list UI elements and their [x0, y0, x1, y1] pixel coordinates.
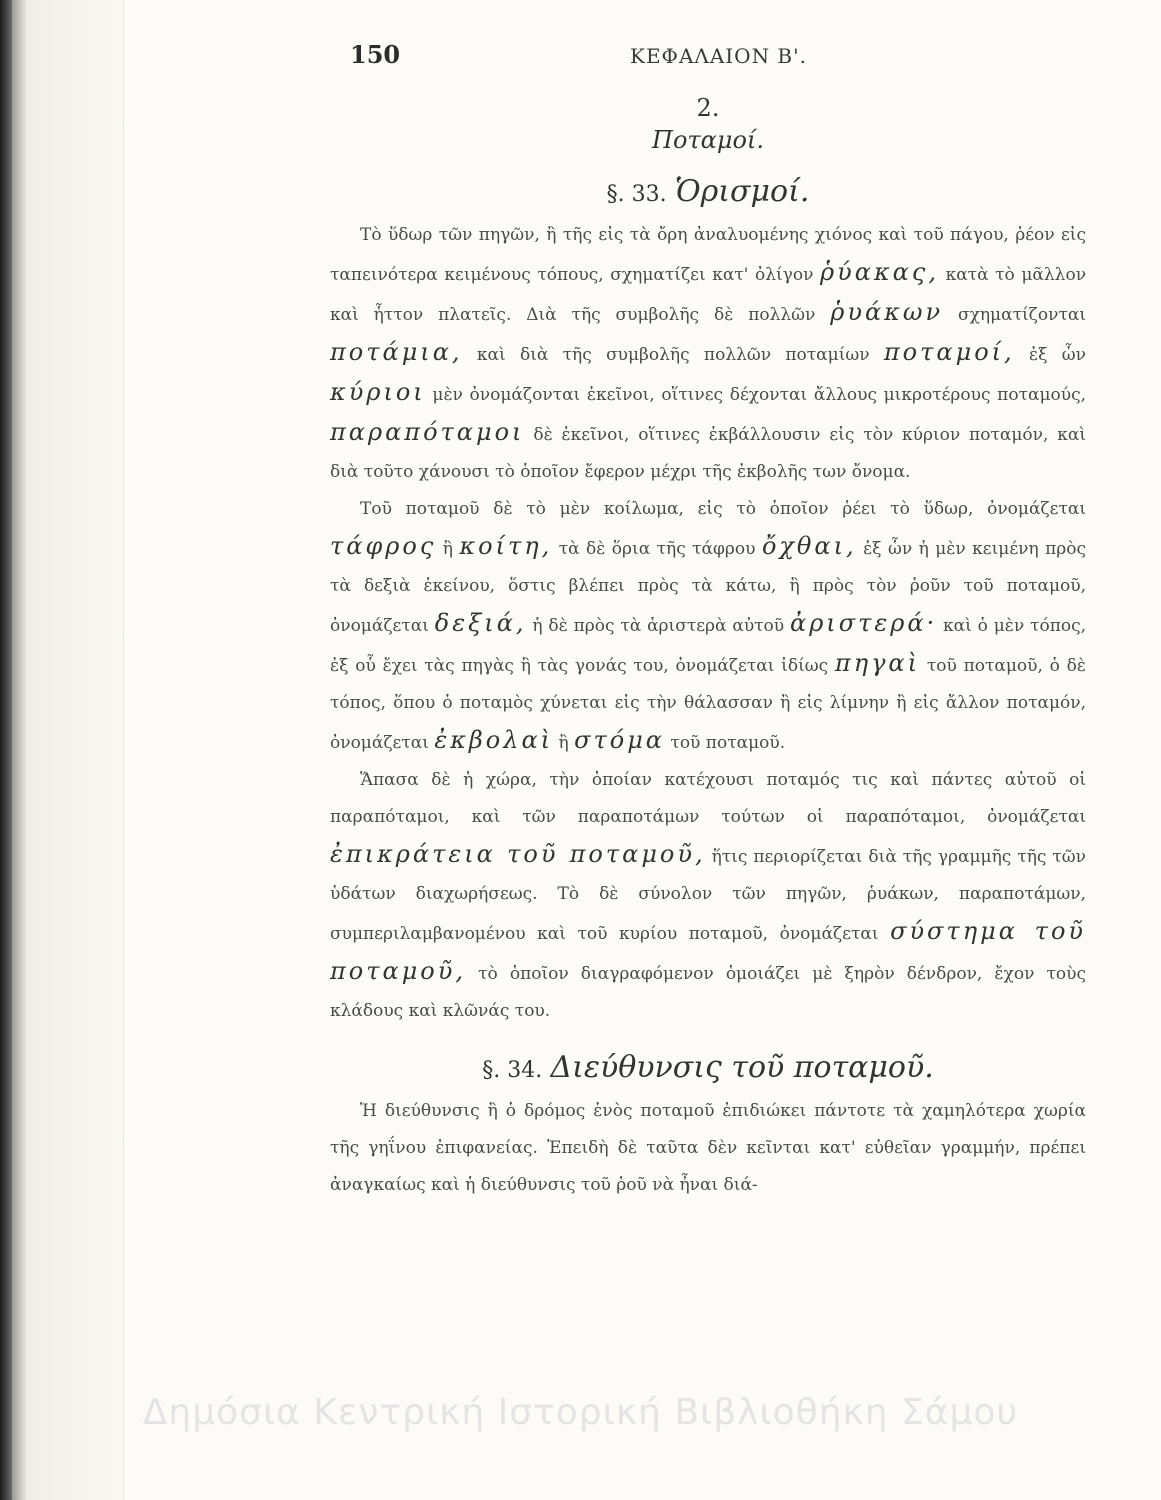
text-run: ἢ	[442, 539, 453, 559]
text-block	[330, 40, 1086, 1204]
text-run: κατὰ τὸ μᾶλλον καὶ ἧττον πλατεῖς. Διὰ τῆς συμβολῆς δὲ πολλῶν	[330, 265, 1087, 325]
body-paragraph: Ἡ διεύθυνσις ἢ ὁ δρόμος ἑνὸς ποταμοῦ ἐπιδιώκει πάντοτε τὰ χαμηλότερα χωρία τῆς γηΐνου ἐπιφανείας. Ἐπειδὴ δὲ ταῦτα δὲν κεῖνται κατ' εὐθεῖαν γραμμήν, πρέπει ἀναγκαίως καὶ ἡ διεύθυνσις τοῦ ῥοῦ νὰ ἦναι διά-	[330, 1101, 1086, 1195]
text-run: μὲν ὀνομάζονται ἐκεῖνοι, οἵτινες δέχονται ἄλλους μικροτέρους ποταμούς,	[432, 385, 1086, 405]
paragraph-symbol: §. 33.	[606, 182, 667, 207]
spaced-term: δεξιά,	[434, 609, 527, 637]
spaced-term: ποταμοί,	[883, 338, 1015, 366]
paragraph-heading-33	[330, 174, 1086, 209]
text-run: ἥτις περιορίζεται διὰ τῆς γραμμῆς τῆς τῶν ὑδάτων διαχωρήσεως. Τὸ δὲ σύνολον τῶν πηγῶν, ῥυάκων, παραποτάμων, συμπεριλαμβανομένου καὶ τοῦ κυρίου ποταμοῦ, ὀνομάζεται	[330, 847, 1086, 944]
text-run: καὶ ὁ μὲν τόπος, ἐξ οὗ ἔχει τὰς πηγὰς ἢ τὰς γονάς του, ὀνομάζεται ἰδίως	[330, 616, 1087, 676]
spaced-term: κοίτη,	[459, 532, 553, 560]
paragraph-title: Διεύθυνσις τοῦ ποταμοῦ.	[550, 1050, 934, 1085]
section-title: Ποταμοί.	[652, 126, 764, 154]
spaced-term: ποτάμια,	[330, 338, 463, 366]
text-run: ἐξ ὧν ἡ μὲν κειμένη πρὸς τὰ δεξιὰ ἐκείνου, ὅστις βλέπει πρὸς τὰ κάτω, ἢ πρὸς τὸν ῥοῦν τοῦ ποταμοῦ, ὀνομάζεται	[330, 539, 1086, 636]
body-paragraph	[330, 762, 1086, 1030]
book-binding-gutter	[12, 0, 28, 1500]
paragraph-symbol: §. 34.	[482, 1058, 543, 1083]
text-run: ἢ	[558, 733, 569, 753]
text-run: καὶ διὰ τῆς συμβολῆς πολλῶν ποταμίων	[476, 345, 870, 365]
text-run: σχηματίζονται	[957, 305, 1086, 325]
spaced-term: ἐπικράτεια τοῦ ποταμοῦ,	[330, 840, 706, 868]
spaced-term: στόμα	[574, 726, 666, 754]
spaced-term: ῥυάκων	[830, 298, 944, 326]
text-run: δὲ ἐκεῖνοι, οἵτινες ἐκβάλλουσιν εἰς τὸν κύριον ποταμόν, καὶ διὰ τοῦτο χάνουσι τὸ ὁποῖον ἔφερον μέχρι τῆς ἐκβολῆς των ὄνομα.	[330, 425, 1086, 482]
text-run: τὸ ὁποῖον διαγραφόμενον ὁμοιάζει μὲ ξηρὸν δένδρον, ἔχον τοὺς κλάδους καὶ κλῶνάς του.	[330, 964, 1087, 1021]
paragraph-title: Ὁρισμοί.	[674, 174, 810, 209]
spaced-term: ἀριστερά·	[789, 609, 938, 637]
text-run: Ἅπασα δὲ ἡ χώρα, τὴν ὁποίαν κατέχουσι ποταμός τις καὶ πάντες αὐτοῦ οἱ παραπόταμοι, καὶ τῶν παραποτάμων τούτων οἱ παραπόταμοι, ὀνομάζεται	[330, 770, 1086, 827]
text-run: ἐξ ὧν	[1029, 345, 1086, 365]
text-run: τὰ δὲ ὅρια τῆς τάφρου	[558, 539, 756, 559]
spaced-term: τάφρος	[330, 532, 437, 560]
body-paragraph	[330, 217, 1086, 491]
page-number: 150	[350, 40, 401, 69]
text-run: Τὸ ὕδωρ τῶν πηγῶν, ἢ τῆς εἰς τὰ ὄρη ἀναλυομένης χιόνος καὶ τοῦ πάγου, ῥέον εἰς ταπεινότερα κειμένους τόπους, σχηματίζει κατ' ὀλίγον	[330, 225, 1086, 285]
section-number: 2.	[696, 94, 720, 122]
spaced-term: παραπόταμοι	[330, 418, 525, 446]
text-run: τοῦ ποταμοῦ, ὁ δὲ τόπος, ὅπου ὁ ποταμὸς χύνεται εἰς τὴν θάλασσαν ἢ εἰς λίμνην ἢ εἰς ἄλλον ποταμόν, ὀνομάζεται	[330, 656, 1087, 753]
spaced-term: κύριοι	[330, 378, 426, 406]
text-run: ἡ δὲ πρὸς τὰ ἀριστερὰ αὐτοῦ	[532, 616, 785, 636]
spaced-term: ὄχθαι,	[761, 532, 857, 560]
library-watermark: Δημόσια Κεντρική Ιστορική Βιβλιοθήκη Σάμου	[142, 1392, 1019, 1433]
running-head: ΚΕΦΑΛΑΙΟΝ Β'.	[630, 44, 807, 68]
page-margin-edge	[28, 0, 124, 1500]
text-run: τοῦ ποταμοῦ.	[670, 733, 786, 753]
spaced-term: σύστημα τοῦ ποταμοῦ,	[330, 917, 1086, 985]
spaced-term: ῥύακας,	[820, 258, 939, 286]
paragraph-heading-34	[330, 1050, 1086, 1085]
body-paragraph	[330, 491, 1086, 762]
spaced-term: ἐκβολαὶ	[434, 726, 554, 754]
page-header	[330, 40, 1086, 76]
book-binding-shadow	[0, 0, 12, 1500]
text-run: Τοῦ ποταμοῦ δὲ τὸ μὲν κοίλωμα, εἰς τὸ ὁποῖον ῥέει τὸ ὕδωρ, ὀνομάζεται	[360, 499, 1086, 519]
spaced-term: πηγαὶ	[834, 649, 921, 677]
